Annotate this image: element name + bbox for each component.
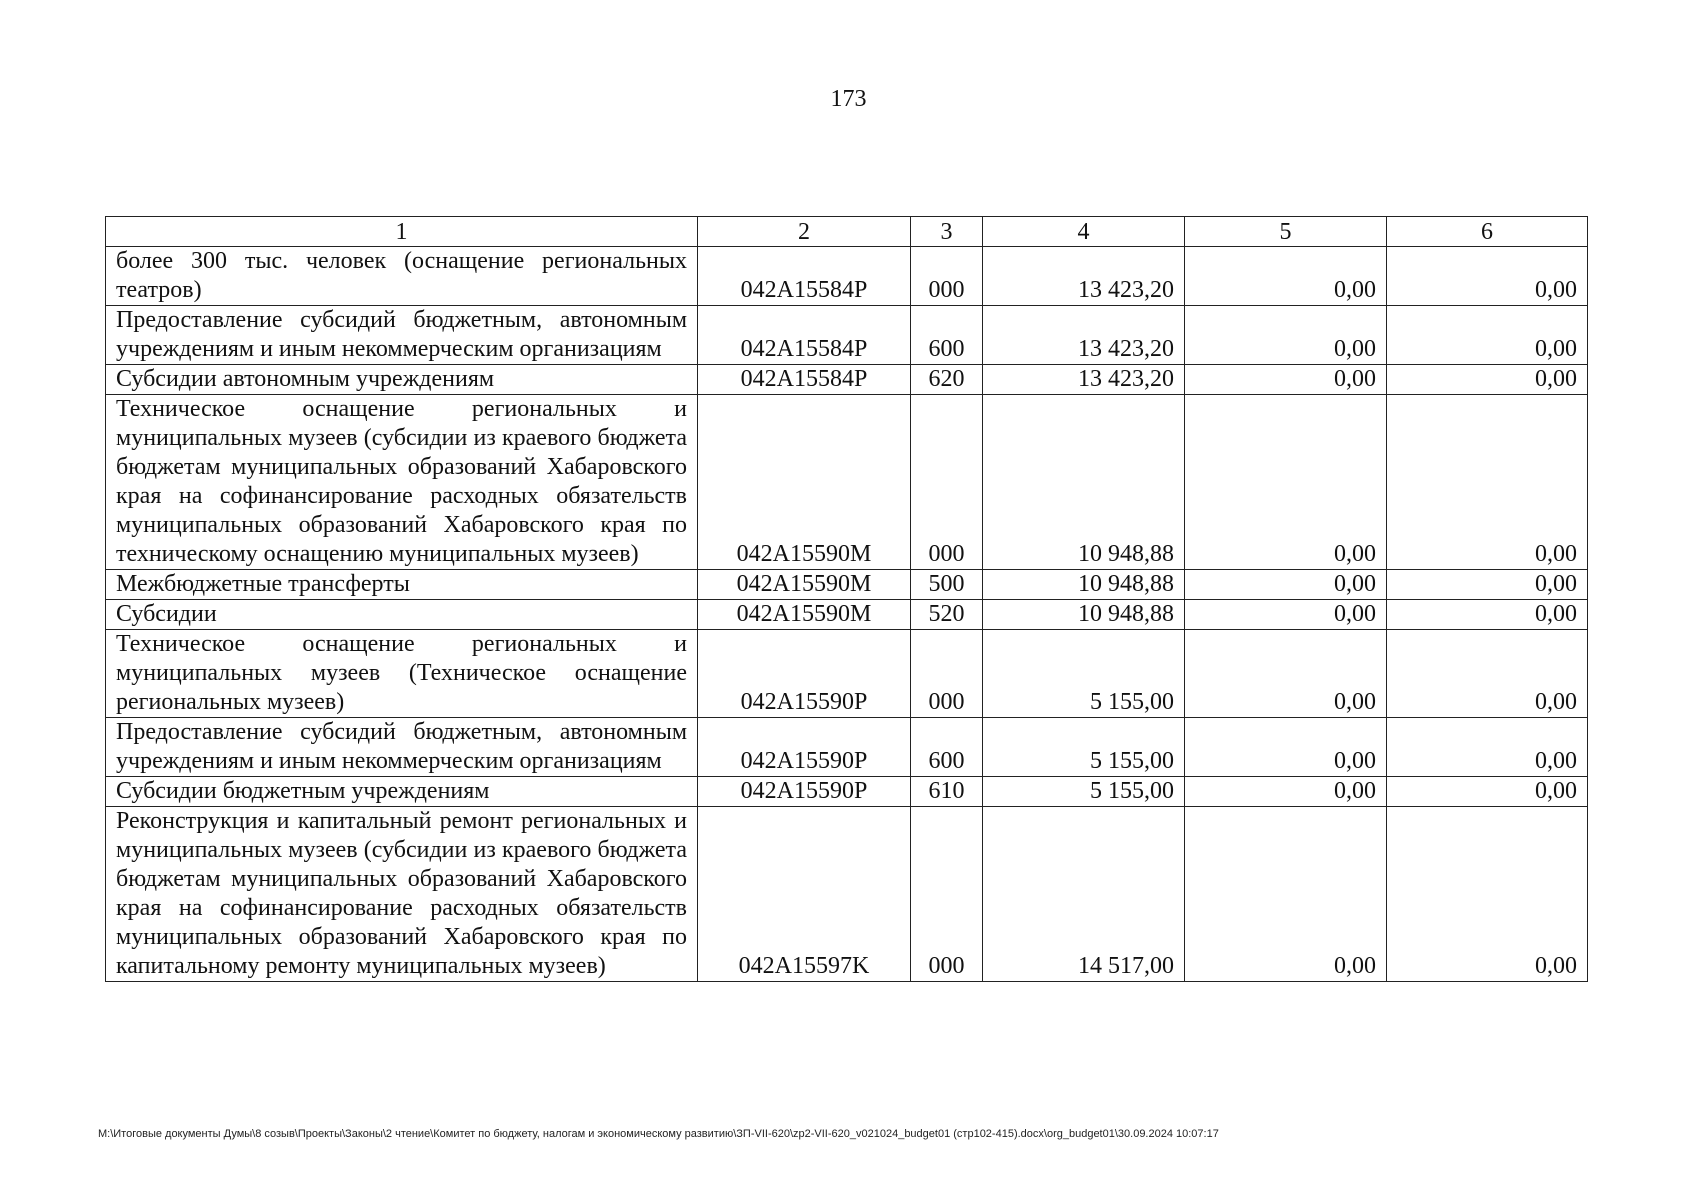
row-value-col6: 0,00 [1387,718,1588,777]
table-row [106,247,1588,306]
table-row [106,570,1588,600]
row-value-col5: 0,00 [1185,570,1387,600]
column-header-6: 6 [1387,217,1588,247]
row-value-col6: 0,00 [1387,630,1588,718]
row-expense-type: 620 [911,365,983,395]
row-target-code: 042A15584P [698,247,911,306]
table-row [106,306,1588,365]
table-row [106,630,1588,718]
table-row [106,807,1588,982]
row-value-col5: 0,00 [1185,365,1387,395]
row-value-col4: 5 155,00 [983,630,1185,718]
column-header-1: 1 [106,217,698,247]
row-value-col6: 0,00 [1387,777,1588,807]
row-expense-type: 520 [911,600,983,630]
row-value-col5: 0,00 [1185,718,1387,777]
row-description: Межбюджетные трансферты [106,570,698,600]
row-description: Субсидии [106,600,698,630]
row-expense-type: 000 [911,630,983,718]
row-value-col6: 0,00 [1387,365,1588,395]
row-value-col5: 0,00 [1185,600,1387,630]
row-target-code: 042A15590P [698,777,911,807]
table-row [106,718,1588,777]
row-description: Техническое оснащение региональных и муниципальных музеев (Техническое оснащение региональных музеев) [106,630,698,718]
row-value-col4: 5 155,00 [983,718,1185,777]
document-file-path: M:\Итоговые документы Думы\8 созыв\Проекты\Законы\2 чтение\Комитет по бюджету, налогам и экономическому развитию\ЗП-VII-620\zp2-VII-620_v021024_budget01 (стр102-415).docx\org_budget01\30.09.2024 10:07:17 [98,1128,1219,1140]
row-expense-type: 500 [911,570,983,600]
table-row [106,365,1588,395]
row-value-col6: 0,00 [1387,247,1588,306]
row-expense-type: 000 [911,807,983,982]
column-header-2: 2 [698,217,911,247]
row-expense-type: 600 [911,718,983,777]
row-value-col4: 10 948,88 [983,600,1185,630]
column-header-5: 5 [1185,217,1387,247]
row-target-code: 042A15590P [698,718,911,777]
column-header-3: 3 [911,217,983,247]
row-value-col6: 0,00 [1387,600,1588,630]
row-value-col4: 13 423,20 [983,306,1185,365]
row-expense-type: 600 [911,306,983,365]
row-value-col6: 0,00 [1387,570,1588,600]
row-description: Реконструкция и капитальный ремонт региональных и муниципальных музеев (субсидии из краевого бюджета бюджетам муниципальных образований Хабаровского края на софинансирование расходных обязательств муниципальных образований Хабаровского края по капитальному ремонту муниципальных музеев) [106,807,698,982]
row-value-col5: 0,00 [1185,247,1387,306]
header-row [106,217,1588,247]
row-description: Предоставление субсидий бюджетным, автономным учреждениям и иным некоммерческим организациям [106,718,698,777]
row-value-col4: 10 948,88 [983,570,1185,600]
row-description: Техническое оснащение региональных и муниципальных музеев (субсидии из краевого бюджета бюджетам муниципальных образований Хабаровского края на софинансирование расходных обязательств муниципальных образований Хабаровского края по техническому оснащению муниципальных музеев) [106,395,698,570]
row-value-col4: 5 155,00 [983,777,1185,807]
row-value-col5: 0,00 [1185,807,1387,982]
table-row [106,395,1588,570]
row-value-col4: 13 423,20 [983,247,1185,306]
table-row [106,600,1588,630]
row-target-code: 042A15590M [698,570,911,600]
row-value-col5: 0,00 [1185,395,1387,570]
row-value-col5: 0,00 [1185,777,1387,807]
column-header-4: 4 [983,217,1185,247]
row-expense-type: 610 [911,777,983,807]
row-value-col4: 10 948,88 [983,395,1185,570]
row-value-col5: 0,00 [1185,306,1387,365]
budget-table [105,216,1588,982]
row-value-col6: 0,00 [1387,306,1588,365]
row-target-code: 042A15590M [698,600,911,630]
page-number: 173 [830,86,867,112]
row-target-code: 042A15590M [698,395,911,570]
table-row [106,777,1588,807]
row-value-col6: 0,00 [1387,395,1588,570]
row-target-code: 042A15584P [698,306,911,365]
row-expense-type: 000 [911,395,983,570]
row-description: Предоставление субсидий бюджетным, автономным учреждениям и иным некоммерческим организациям [106,306,698,365]
row-description: более 300 тыс. человек (оснащение региональных театров) [106,247,698,306]
row-value-col6: 0,00 [1387,807,1588,982]
row-description: Субсидии бюджетным учреждениям [106,777,698,807]
row-target-code: 042A15597K [698,807,911,982]
row-target-code: 042A15590P [698,630,911,718]
row-expense-type: 000 [911,247,983,306]
row-description: Субсидии автономным учреждениям [106,365,698,395]
row-value-col4: 13 423,20 [983,365,1185,395]
row-target-code: 042A15584P [698,365,911,395]
row-value-col5: 0,00 [1185,630,1387,718]
row-value-col4: 14 517,00 [983,807,1185,982]
